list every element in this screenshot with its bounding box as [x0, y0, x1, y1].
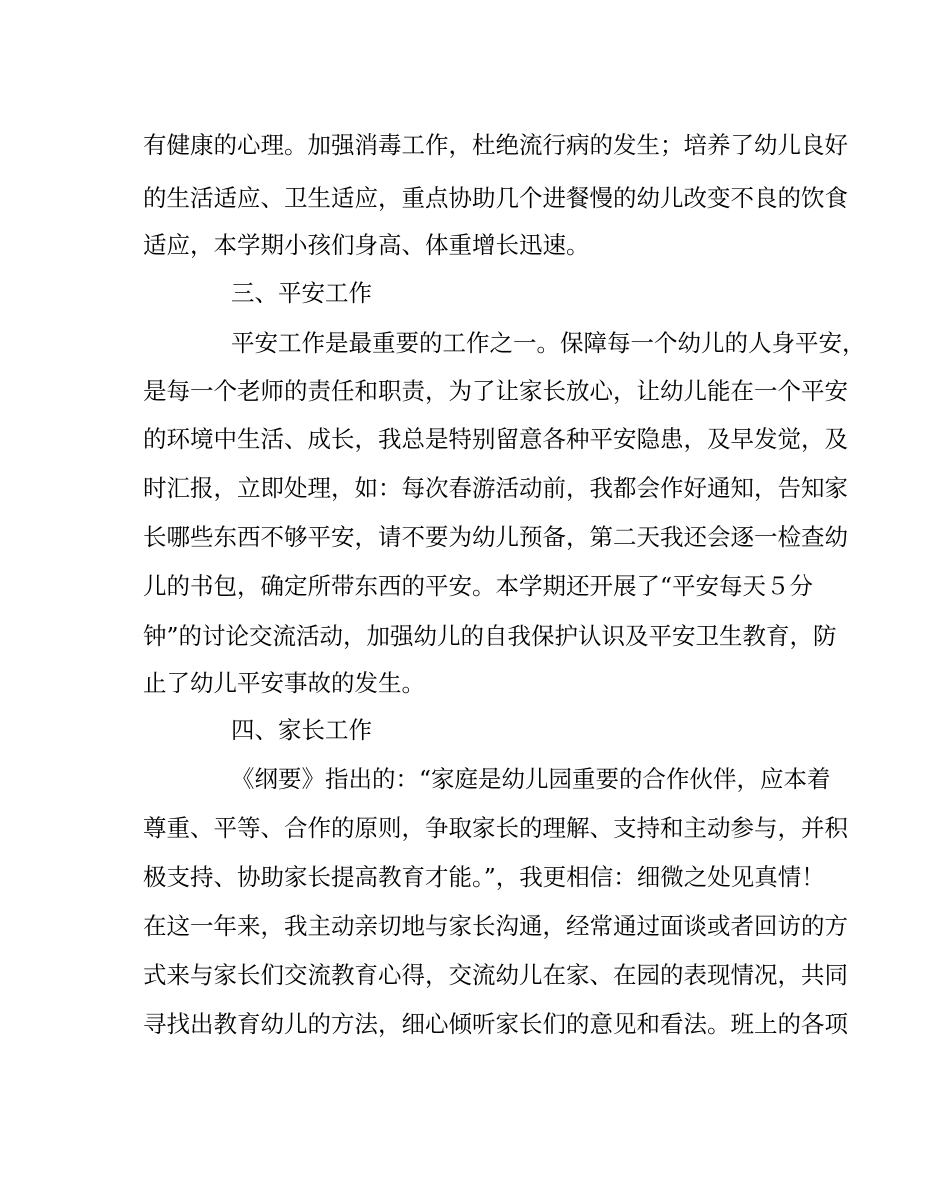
text-line-19: 寻找出教育幼儿的方法，细心倾听家长们的意见和看法。班上的各项 [143, 1010, 848, 1038]
text-line-14: 《纲要》指出的：“家庭是幼儿园重要的合作伙伴，应本着 [231, 765, 831, 793]
text-line-7: 的环境中生活、成长，我总是特别留意各种平安隐患，及早发觉，及 [143, 425, 848, 453]
section-heading-parents: 四、家长工作 [231, 716, 372, 744]
text-line-5: 平安工作是最重要的工作之一。保障每一个幼儿的人身平安， [231, 329, 866, 357]
text-line-12: 止了幼儿平安事故的发生。 [143, 669, 425, 697]
text-line-16: 极支持、协助家长提高教育才能。”，我更相信：细微之处见真情！ [143, 863, 825, 891]
text-line-1: 有健康的心理。加强消毒工作，杜绝流行病的发生；培养了幼儿良好 [143, 131, 848, 159]
text-line-3: 适应，本学期小孩们身高、体重增长迅速。 [143, 231, 590, 259]
text-line-18: 式来与家长们交流教育心得，交流幼儿在家、在园的表现情况，共同 [143, 961, 848, 989]
text-line-10: 儿的书包，确定所带东西的平安。本学期还开展了“平安每天５分 [143, 572, 814, 600]
text-line-17: 在这一年来，我主动亲切地与家长沟通，经常通过面谈或者回访的方 [143, 912, 848, 940]
text-line-11: 钟”的讨论交流活动，加强幼儿的自我保护认识及平安卫生教育，防 [143, 622, 837, 650]
text-line-8: 时汇报，立即处理，如：每次春游活动前，我都会作好通知，告知家 [143, 474, 848, 502]
text-line-6: 是每一个老师的责任和职责，为了让家长放心，让幼儿能在一个平安 [143, 377, 848, 405]
text-line-15: 尊重、平等、合作的原则，争取家长的理解、支持和主动参与，并积 [143, 814, 848, 842]
text-line-2: 的生活适应、卫生适应，重点协助几个进餐慢的幼儿改变不良的饮食 [143, 184, 848, 212]
text-line-9: 长哪些东西不够平安，请不要为幼儿预备，第二天我还会逐一检查幼 [143, 523, 848, 551]
section-heading-safety: 三、平安工作 [231, 279, 372, 307]
